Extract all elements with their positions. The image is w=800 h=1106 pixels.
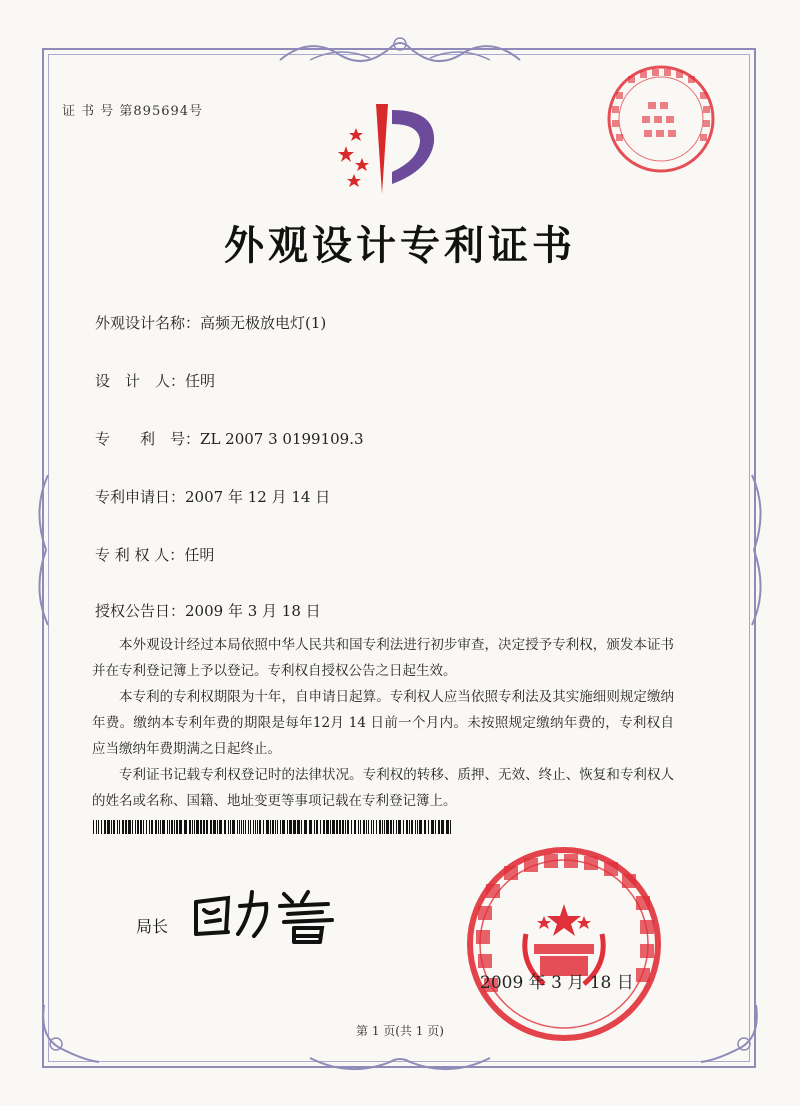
field-designer: [95, 370, 215, 391]
barcode-bar: [376, 820, 377, 834]
top-ornament: [270, 30, 530, 70]
field-grant-date: [95, 600, 321, 621]
barcode-bar: [366, 820, 367, 834]
field-value: 2007 年 12 月 14 日: [185, 488, 331, 506]
barcode-bar: [243, 820, 244, 834]
barcode-bar: [194, 820, 195, 834]
barcode-bar: [245, 820, 246, 834]
barcode-bar: [371, 820, 372, 834]
barcode-bar: [155, 820, 157, 834]
barcode-bar: [232, 820, 235, 834]
barcode-bar: [196, 820, 199, 834]
barcode-bar: [184, 820, 187, 834]
barcode-bar: [272, 820, 274, 834]
barcode-bar: [368, 820, 369, 834]
field-application-date: [95, 486, 330, 507]
barcode-bar: [241, 820, 242, 834]
barcode-bar: [282, 820, 285, 834]
barcode-bar: [219, 820, 222, 834]
field-label: 设 计 人：: [95, 372, 186, 390]
barcode-bar: [104, 820, 106, 834]
document-title: 外观设计专利证书: [224, 223, 576, 269]
barcode-bar: [224, 820, 226, 834]
paragraph: 专利证书记载专利权登记时的法律状况。专利权的转移、质押、无效、终止、恢复和专利权人的姓名或名称、国籍、地址变更等事项记载在专利登记簿上。: [92, 767, 674, 809]
barcode-bar: [450, 820, 451, 834]
barcode-bar: [339, 820, 341, 834]
barcode-bar: [122, 820, 124, 834]
paragraph: 本专利的专利权期限为十年，自申请日起算。专利权人应当依照专利法及其实施细则规定缴纳年费。缴纳本专利年费的期限是每年12月 14 日前一个月内。未按照规定缴纳年费的，专利权自应当缴纳年费期满之日起终止。: [92, 689, 674, 757]
body-text: [92, 632, 674, 814]
barcode-bar: [342, 820, 344, 834]
field-design-name: [95, 312, 326, 333]
barcode-bar: [230, 820, 231, 834]
barcode-bar: [113, 820, 115, 834]
barcode-bar: [360, 820, 361, 834]
barcode-bar: [326, 820, 329, 834]
barcode-bar: [128, 820, 131, 834]
barcode-bar: [441, 820, 444, 834]
barcode-bar: [93, 820, 94, 834]
barcode-bar: [424, 820, 426, 834]
barcode-bar: [255, 820, 256, 834]
barcode-bar: [96, 820, 97, 834]
field-patent-number: [95, 428, 364, 449]
barcode-bar: [314, 820, 315, 834]
barcode-bar: [266, 820, 269, 834]
barcode-bar: [160, 820, 161, 834]
tax-stamp-seal: [604, 62, 718, 176]
director-label: 局长: [136, 917, 169, 936]
barcode-bar: [176, 820, 178, 834]
barcode-bar: [316, 820, 318, 834]
barcode-bar: [280, 820, 281, 834]
barcode-bar: [287, 820, 288, 834]
barcode-bar: [363, 820, 365, 834]
field-value: 任明: [185, 372, 216, 390]
barcode-bar: [228, 820, 229, 834]
barcode-bar: [438, 820, 440, 834]
director-signature: [188, 884, 348, 944]
barcode-bar: [431, 820, 434, 834]
barcode-bar: [135, 820, 136, 834]
patent-office-logo: [326, 96, 446, 196]
field-value: ZL 2007 3 0199109.3: [200, 430, 364, 448]
barcode-bar: [409, 820, 410, 834]
barcode-bar: [213, 820, 216, 834]
page-number: 第 1 页(共 1 页): [356, 1024, 444, 1038]
field-label: 专利申请日：: [95, 488, 186, 506]
barcode-bar: [210, 820, 212, 834]
barcode-bar: [304, 820, 307, 834]
barcode-bar: [206, 820, 208, 834]
barcode-bar: [257, 820, 258, 834]
barcode-bar: [192, 820, 193, 834]
barcode-bar: [239, 820, 240, 834]
barcode-bar: [107, 820, 110, 834]
field-label: 授权公告日：: [95, 602, 186, 620]
barcode-bar: [289, 820, 292, 834]
barcode-bar: [419, 820, 422, 834]
barcode-bar: [137, 820, 139, 834]
barcode-bar: [101, 820, 102, 834]
barcode-bar: [323, 820, 325, 834]
barcode-bar: [411, 820, 413, 834]
field-label: 专 利 权 人：: [95, 546, 185, 564]
barcode-bar: [417, 820, 418, 834]
paragraph: 本外观设计经过本局依照中华人民共和国专利法进行初步审查，决定授予专利权，颁发本证书并在专利登记簿上予以登记。专利权自授权公告之日起生效。: [92, 637, 674, 679]
barcode-bar: [263, 820, 264, 834]
barcode-bar: [336, 820, 338, 834]
right-ornament: [744, 470, 770, 630]
barcode-bar: [309, 820, 312, 834]
barcode-bar: [169, 820, 170, 834]
barcode-bar: [332, 820, 335, 834]
barcode-bar: [125, 820, 127, 834]
barcode-bar: [275, 820, 276, 834]
barcode-bar: [203, 820, 205, 834]
field-patentee: [95, 544, 214, 565]
field-label: 外观设计名称：: [95, 314, 201, 332]
barcode-bar: [132, 820, 133, 834]
barcode-bar: [301, 820, 302, 834]
barcode-bar: [345, 820, 346, 834]
barcode-bar: [217, 820, 218, 834]
barcode-bar: [386, 820, 389, 834]
barcode-bar: [320, 820, 321, 834]
barcode-bar: [174, 820, 175, 834]
certificate-number: 证 书 号 第895694号: [62, 104, 204, 119]
barcode-bar: [406, 820, 408, 834]
barcode-bar: [146, 820, 147, 834]
barcode-bar: [179, 820, 182, 834]
bottom-ornament: [300, 1050, 500, 1080]
barcode-bar: [270, 820, 271, 834]
barcode-bar: [250, 820, 251, 834]
barcode-bar: [403, 820, 404, 834]
barcode-bar: [189, 820, 191, 834]
barcode-bar: [379, 820, 381, 834]
barcode-bar: [151, 820, 153, 834]
barcode-bar: [428, 820, 429, 834]
barcode-bar: [171, 820, 173, 834]
seal-date: 2009 年 3 月 18 日: [480, 973, 634, 993]
barcode-bar: [143, 820, 144, 834]
barcode-bar: [149, 820, 150, 834]
barcode-bar: [98, 820, 99, 834]
barcode-bar: [111, 820, 112, 834]
barcode-bar: [330, 820, 331, 834]
barcode-bar: [396, 820, 397, 834]
field-label: 专 利 号：: [95, 430, 201, 448]
barcode-bar: [117, 820, 118, 834]
barcode-bar: [382, 820, 383, 834]
barcode-bar: [158, 820, 159, 834]
left-ornament: [30, 470, 56, 630]
barcode-bar: [390, 820, 392, 834]
barcode: [93, 820, 453, 834]
barcode-bar: [200, 820, 202, 834]
barcode-bar: [293, 820, 296, 834]
barcode-bar: [277, 820, 278, 834]
barcode-bar: [167, 820, 168, 834]
barcode-bar: [398, 820, 401, 834]
barcode-bar: [162, 820, 165, 834]
barcode-bar: [358, 820, 359, 834]
barcode-bar: [119, 820, 120, 834]
barcode-bar: [373, 820, 374, 834]
barcode-bar: [259, 820, 261, 834]
barcode-bar: [237, 820, 238, 834]
barcode-bar: [384, 820, 385, 834]
barcode-bar: [248, 820, 249, 834]
barcode-bar: [347, 820, 349, 834]
field-value: 任明: [184, 546, 215, 564]
barcode-bar: [253, 820, 254, 834]
official-seal: [464, 844, 664, 1044]
barcode-bar: [351, 820, 352, 834]
barcode-bar: [393, 820, 394, 834]
field-value: 2009 年 3 月 18 日: [185, 602, 321, 620]
barcode-bar: [446, 820, 449, 834]
barcode-bar: [140, 820, 142, 834]
barcode-bar: [415, 820, 416, 834]
barcode-bar: [354, 820, 356, 834]
barcode-bar: [297, 820, 300, 834]
field-value: 高频无极放电灯(1): [200, 314, 327, 332]
barcode-bar: [435, 820, 436, 834]
